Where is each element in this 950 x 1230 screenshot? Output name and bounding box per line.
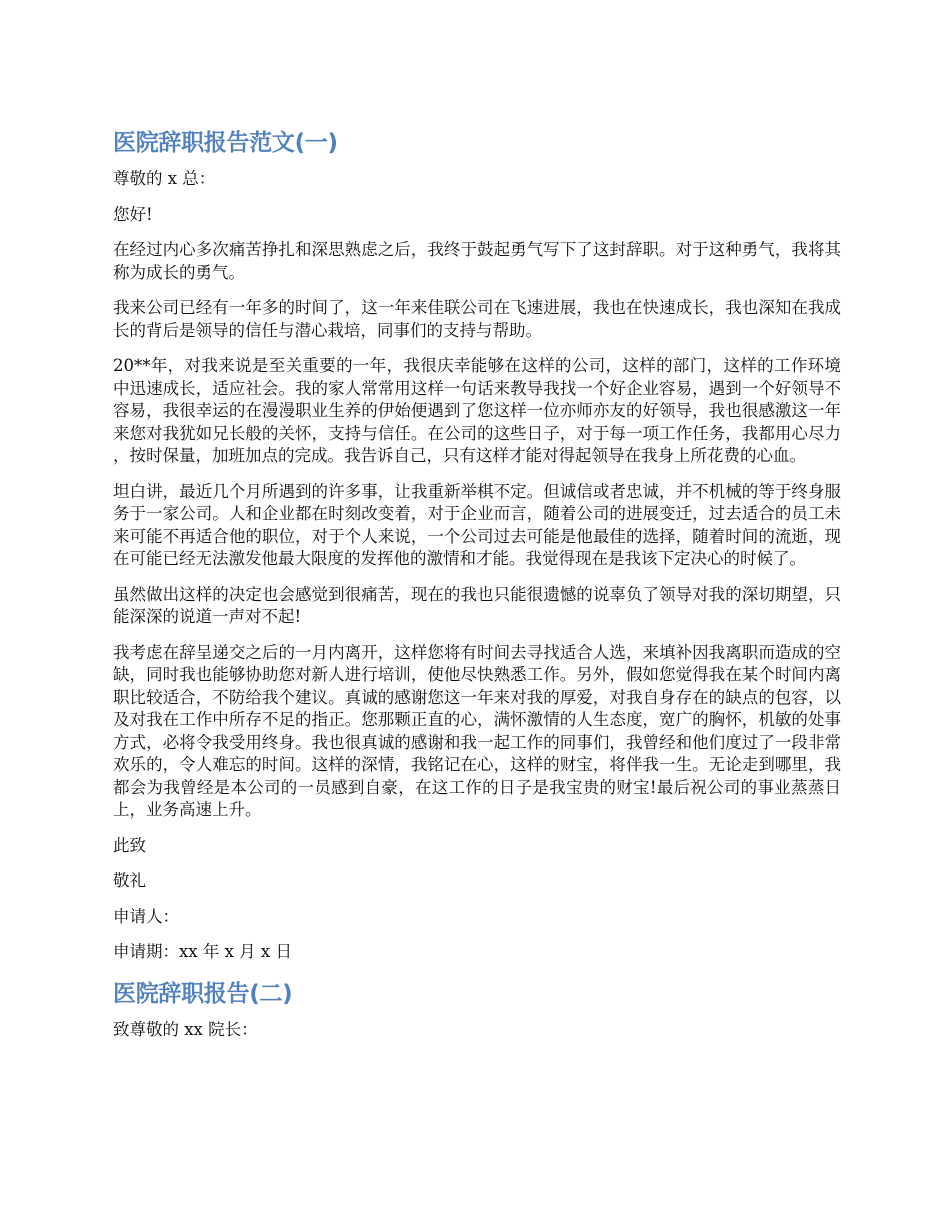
paragraph-2: 我来公司已经有一年多的时间了，这一年来佳联公司在飞速进展，我也在快速成长，我也深知在我成长的背后是领导的信任与潜心栽培，同事们的支持与帮助。 <box>113 298 841 340</box>
document-page <box>113 126 841 1054</box>
application-date: 申请期：xx 年 x 月 x 日 <box>113 942 292 961</box>
section-2-title: 医院辞职报告(二) <box>113 980 293 1007</box>
section-1-title: 医院辞职报告范文(一) <box>113 130 338 156</box>
applicant-label: 申请人： <box>113 906 179 926</box>
section-2-salutation: 致尊敬的 xx 院长： <box>113 1019 258 1039</box>
salutation: 尊敬的 x 总： <box>113 169 216 188</box>
paragraph-1: 在经过内心多次痛苦挣扎和深思熟虑之后，我终于鼓起勇气写下了这封辞职。对于这种勇气，我将其称为成长的勇气。 <box>113 240 841 282</box>
paragraph-4: 坦白讲，最近几个月所遇到的许多事，让我重新举棋不定。但诚信或者忠诚，并不机械的等于终身服务于一家公司。人和企业都在时刻改变着，对于企业而言，随着公司的进展变迁，过去适合的员工未来可能不再适合他的职位，对于个人来说，一个公司过去可能是他最佳的选择，随着时间的流逝，现在可能已经无法激发他最大限度的发挥他的激情和才能。我觉得现在是我该下定决心的时候了。 <box>113 481 841 568</box>
paragraph-5: 虽然做出这样的决定也会感觉到很痛苦，现在的我也只能很遗憾的说辜负了领导对我的深切期望，只能深深的说道一声对不起! <box>113 584 841 626</box>
greeting: 您好! <box>113 204 153 224</box>
paragraph-3: 20**年，对我来说是至关重要的一年，我很庆幸能够在这样的公司，这样的部门，这样的工作环境中迅速成长，适应社会。我的家人常常用这样一句话来教导我找一个好企业容易，遇到一个好领导不容易，我很幸运的在漫漫职业生养的伊始便遇到了您这样一位亦师亦友的好领导，我也很感激这一年来您对我犹如兄长般的关怀，支持与信任。在公司的这些日子，对于每一项工作任务，我都用心尽力，按时保量，加班加点的完成。我告诉自己，只有这样才能对得起领导在我身上所花费的心血。 <box>113 356 841 465</box>
closing-salute: 敬礼 <box>113 871 146 890</box>
paragraph-6: 我考虑在辞呈递交之后的一月内离开，这样您将有时间去寻找适合人选，来填补因我离职而造成的空缺，同时我也能够协助您对新人进行培训，使他尽快熟悉工作。另外，假如您觉得我在某个时间内离职比较适合，不防给我个建议。真诚的感谢您这一年来对我的厚爱，对我自身存在的缺点的包容，以及对我在工作中所存不足的指正。您那颗正直的心，满怀激情的人生态度，宽广的胸怀，机敏的处事方式，必将令我受用终身。我也很真诚的感谢和我一起工作的同事们，我曾经和他们度过了一段非常欢乐的，令人难忘的时间。这样的深情，我铭记在心，这样的财宝，将伴我一生。无论走到哪里，我都会为我曾经是本公司的一员感到自豪，在这工作的日子是我宝贵的财宝!最后祝公司的事业蒸蒸日上，业务高速上升。 <box>113 642 841 819</box>
closing-line: 此致 <box>113 835 146 855</box>
